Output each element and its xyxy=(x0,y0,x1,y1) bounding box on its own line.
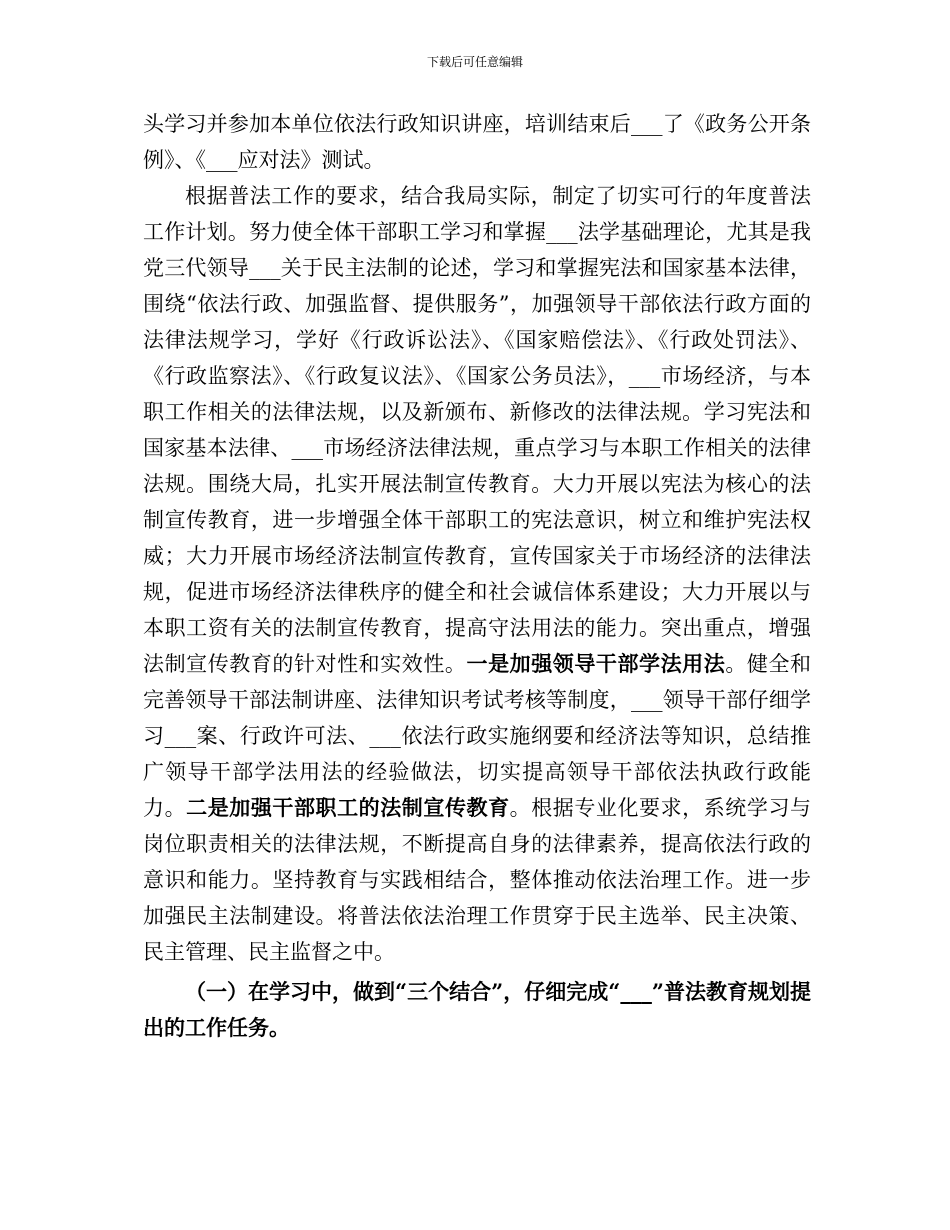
paragraph-continuation: 头学习并参加本单位依法行政知识讲座，培训结束后___了《政务公开条例》、《___应对法》测试。 xyxy=(143,112,811,172)
paragraph-text: 。根据专业化要求，系统学习与岗位职责相关的法律法规，不断提高自身的法律素养，提高依法行政的意识和能力。坚持教育与实践相结合，整体推动依法治理工作。进一步加强民主法制建设。将普法依法治理工作贯穿于民主选举、民主决策、民主管理、民主监督之中。 xyxy=(143,796,812,964)
page-header: 下载后可任意编辑 xyxy=(426,55,523,69)
section-heading: （一）在学习中，做到“三个结合”，仔细完成“___”普法教育规划提出的工作任务。 xyxy=(143,979,811,1040)
paragraph-main xyxy=(143,178,811,970)
document-body xyxy=(143,106,811,1046)
bold-point-two: 二是加强干部职工的法制宣传教育 xyxy=(186,795,510,820)
bold-point-one: 一是加强领导干部学法用法 xyxy=(466,651,726,676)
paragraph-text: 。健全和完善领导干部法制讲座、法律知识考试考核等制度，___领导干部仔细学习___案、行政许可法、___依法行政实施纲要和经济法等知识，总结推广领导干部学法用法的经验做法，切实提高领导干部依法执政行政能力。 xyxy=(143,652,812,820)
paragraph-text: 根据普法工作的要求，结合我局实际，制定了切实可行的年度普法工作计划。努力使全体干部职工学习和掌握___法学基础理论，尤其是我党三代领导___关于民主法制的论述，学习和掌握宪法和国家基本法律，围绕“依法行政、加强监督、提供服务”，加强领导干部依法行政方面的法律法规学习，学好《行政诉讼法》、《国家赔偿法》、《行政处罚法》、《行政监察法》、《行政复议法》、《国家公务员法》，___市场经济，与本职工作相关的法律法规，以及新颁布、新修改的法律法规。学习宪法和国家基本法律、___市场经济法律法规，重点学习与本职工作相关的法律法规。围绕大局，扎实开展法制宣传教育。大力开展以宪法为核心的法制宣传教育，进一步增强全体干部职工的宪法意识，树立和维护宪法权威；大力开展市场经济法制宣传教育，宣传国家关于市场经济的法律法规，促进市场经济法律秩序的健全和社会诚信体系建设；大力开展以与本职工资有关的法制宣传教育，提高守法用法的能力。突出重点，增强法制宣传教育的针对性和实效性。 xyxy=(143,184,811,676)
